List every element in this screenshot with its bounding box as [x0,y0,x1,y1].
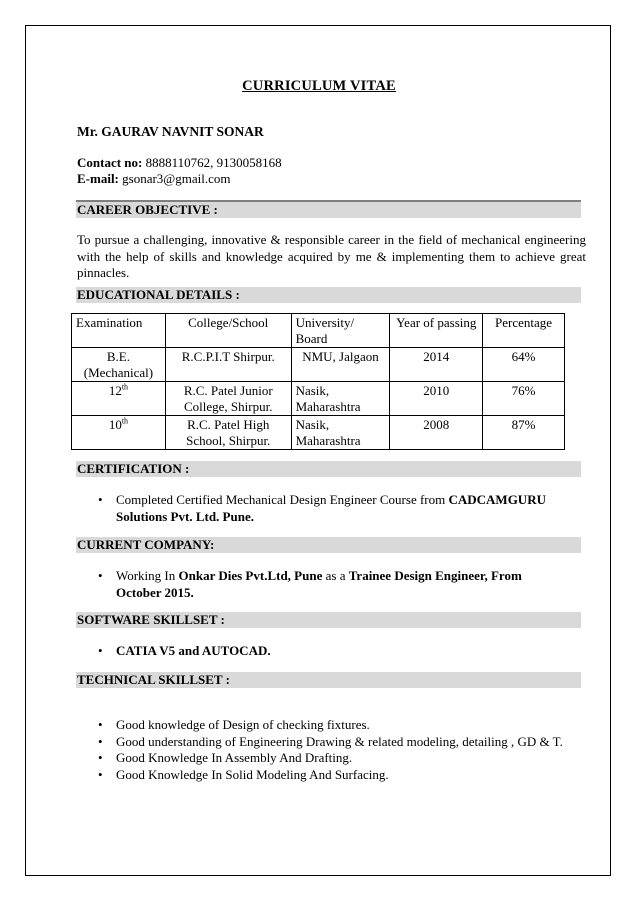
exam-suffix: th [121,382,129,392]
company-mid: as a [322,568,349,583]
document-title: CURRICULUM VITAE [242,78,396,94]
exam-suffix: th [121,416,129,426]
list-item [78,734,568,751]
bullet-icon: • [98,492,103,507]
table-cell [72,382,166,416]
exam-number: 12 [108,383,122,398]
software-list [78,643,568,660]
bullet-icon: • [98,643,103,658]
section-certification: CERTIFICATION : [76,461,581,477]
skill-text: Good knowledge of Design of checking fixtures. [116,717,370,732]
certification-list [78,492,568,525]
email-line [77,171,231,187]
header-cell: College/School [165,314,291,348]
education-table [71,313,565,450]
section-software-skillset: SOFTWARE SKILLSET : [76,612,581,628]
contact-value: 8888110762, 9130058168 [142,155,282,170]
table-cell: 2008 [390,416,483,450]
contact-label: Contact no: [77,155,143,170]
skill-text: Good Knowledge In Assembly And Drafting. [116,750,353,765]
table-row [72,348,565,382]
software-skill: CATIA V5 and AUTOCAD. [116,643,271,658]
table-cell: B.E. (Mechanical) [72,348,166,382]
candidate-name: Mr. GAURAV NAVNIT SONAR [77,124,264,139]
section-current-company: CURRENT COMPANY: [76,537,581,553]
table-cell: R.C.P.I.T Shirpur. [165,348,291,382]
bullet-icon: • [98,766,103,782]
table-cell: 76% [483,382,565,416]
header-cell: Examination [72,314,166,348]
contact-line [77,155,282,171]
company-name: Onkar Dies Pvt.Ltd, Pune [178,568,323,583]
email-label: E-mail: [77,171,119,186]
company-pre: Working In [116,568,179,583]
header-cell: University/ Board [291,314,390,348]
list-item [78,492,568,525]
bullet-icon: • [98,568,103,583]
table-cell: Nasik, Maharashtra [291,416,390,450]
bullet-icon: • [98,717,103,732]
skill-text: Good Knowledge In Solid Modeling And Surfacing. [116,766,389,782]
table-cell: Nasik, Maharashtra [291,382,390,416]
list-item [78,750,568,767]
list-item [78,643,568,660]
table-row [72,416,565,450]
exam-number: 10 [108,417,122,432]
skill-text: Good understanding of Engineering Drawing & related modeling, detailing , GD & T. [116,733,563,749]
company-role: Trainee Design Engineer, From October 2015. [116,568,522,600]
list-item [78,717,568,734]
section-career-objective: CAREER OBJECTIVE : [76,200,581,218]
table-cell: R.C. Patel Junior College, Shirpur. [165,382,291,416]
table-cell: NMU, Jalgaon [291,348,390,382]
bullet-icon: • [98,733,103,749]
table-cell [72,416,166,450]
table-cell: R.C. Patel High School, Shirpur. [165,416,291,450]
section-technical-skillset: TECHNICAL SKILLSET : [76,672,581,688]
email-value: gsonar3@gmail.com [118,171,231,186]
table-cell: 64% [483,348,565,382]
header-cell: Percentage [483,314,565,348]
company-list [78,568,568,601]
table-cell: 2010 [390,382,483,416]
section-educational-details: EDUCATIONAL DETAILS : [76,287,581,303]
technical-skills-list [78,717,568,783]
objective-text: To pursue a challenging, innovative & responsible career in the field of mechanical engineering with the help of skills and knowledge acquired by me & implementing them to achieve great pinnacles. [77,232,586,280]
table-cell: 87% [483,416,565,450]
table-header-row [72,314,565,348]
bullet-icon: • [98,750,103,765]
certification-text: Completed Certified Mechanical Design Engineer Course from [116,492,449,507]
table-cell: 2014 [390,348,483,382]
list-item [78,568,568,601]
header-cell: Year of passing [390,314,483,348]
list-item [78,767,568,784]
table-row [72,382,565,416]
certification-institute: CADCAMGURU Solutions Pvt. Ltd. Pune. [116,492,546,524]
